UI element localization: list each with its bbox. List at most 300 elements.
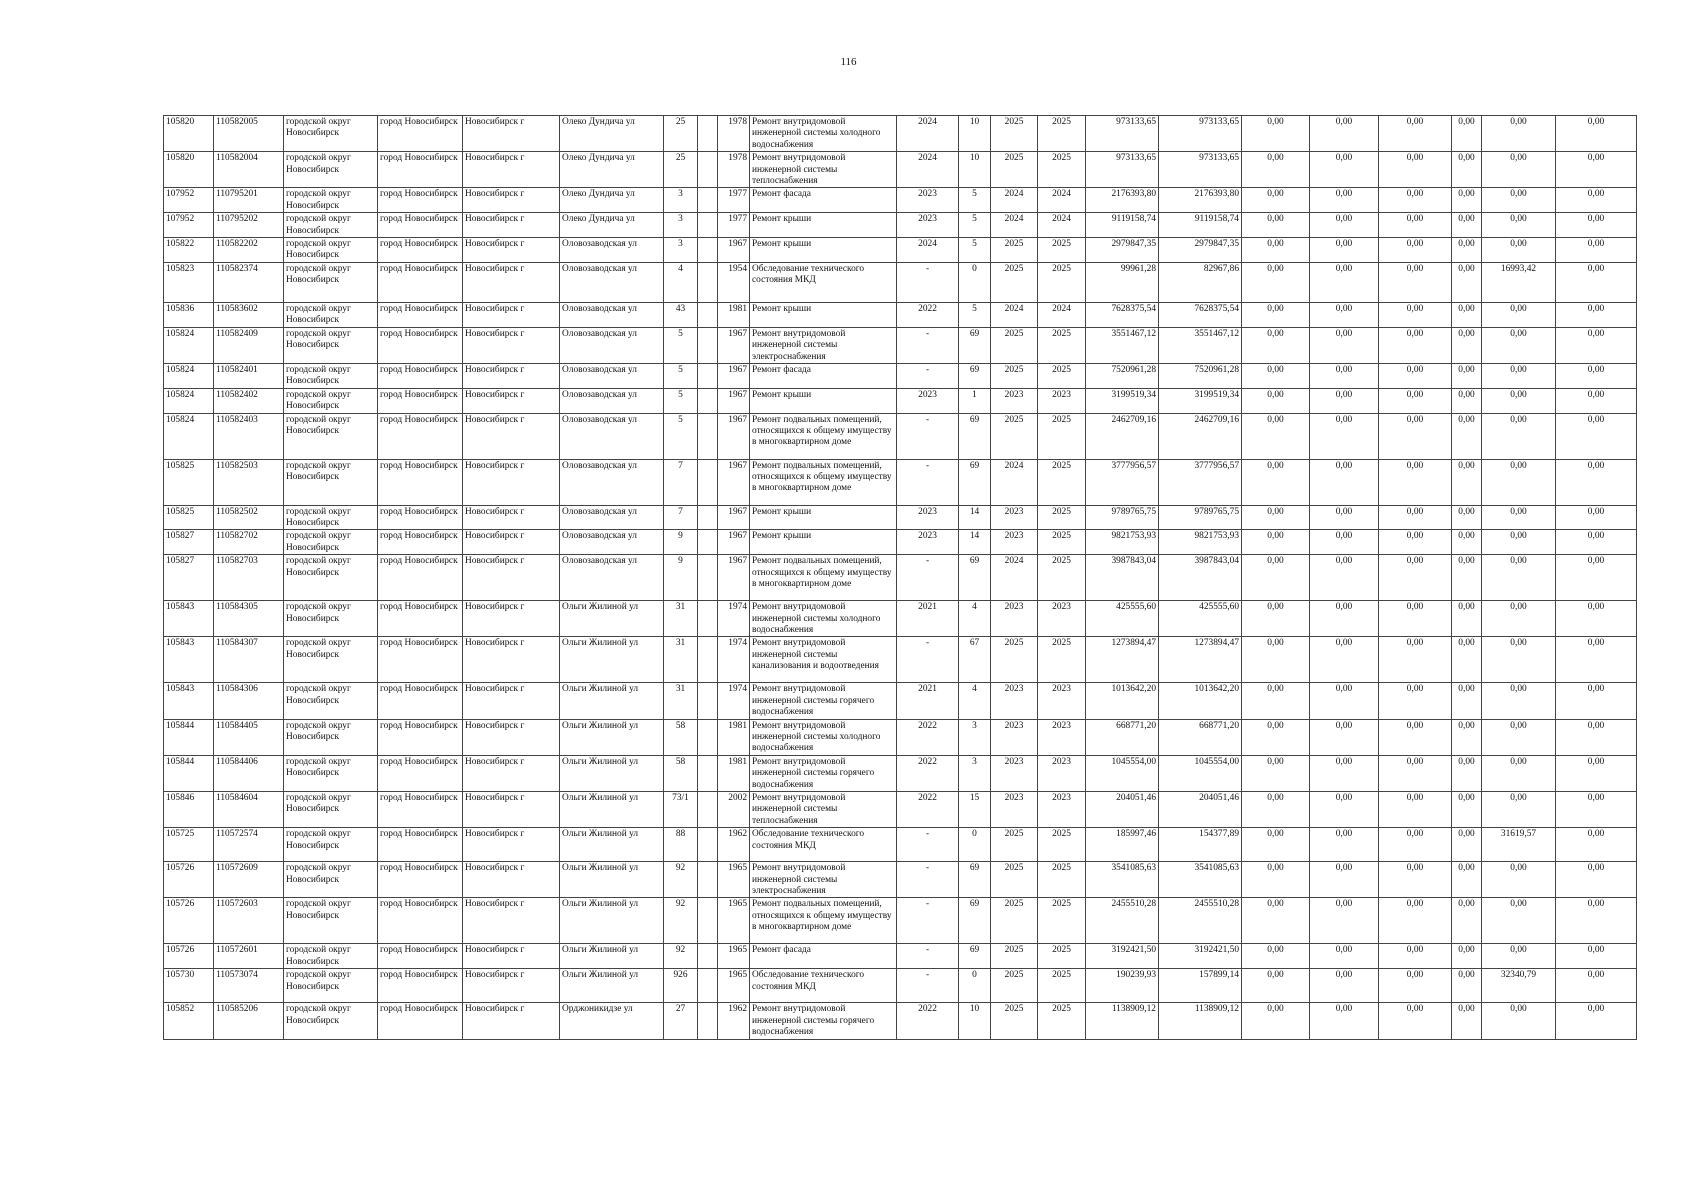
cell-cost-other: 0,00 [1452, 969, 1482, 1003]
cell-cost-other: 0,00 [1452, 459, 1482, 505]
cell-start-year: 2025 [991, 116, 1038, 152]
cell-cost-owners: 2979847,35 [1159, 238, 1242, 263]
cell-cost-federal: 0,00 [1242, 327, 1310, 363]
cell-locality: Новосибирск г [463, 828, 560, 862]
cell-start-year: 2024 [991, 302, 1038, 327]
cell-cost-local: 0,00 [1379, 213, 1452, 238]
cell-house-number: 7 [664, 459, 698, 505]
cell-prev-year: 2023 [897, 213, 959, 238]
cell-cost-federal: 0,00 [1242, 413, 1310, 459]
cell-start-year: 2023 [991, 601, 1038, 637]
cell-term: 4 [959, 683, 991, 719]
cell-locality: Новосибирск г [463, 327, 560, 363]
cell-house-number: 5 [664, 413, 698, 459]
cell-total-cost: 3199519,34 [1086, 388, 1159, 413]
cell-cost-extra: 0,00 [1482, 530, 1556, 555]
cell-term: 10 [959, 152, 991, 188]
cell-end-year: 2025 [1038, 459, 1086, 505]
cell-cost-other: 0,00 [1452, 828, 1482, 862]
cell-work-type: Ремонт внутридомовой инженерной системы горячего водоснабжения [750, 683, 897, 719]
cell-street: Ольги Жилиной ул [560, 637, 664, 683]
cell-total-cost: 99961,28 [1086, 262, 1159, 302]
cell-cost-other: 0,00 [1452, 601, 1482, 637]
cell-start-year: 2024 [991, 555, 1038, 601]
cell-street: Олеко Дундича ул [560, 188, 664, 213]
cell-work-type: Ремонт крыши [750, 213, 897, 238]
cell-cost-extra: 32340,79 [1482, 969, 1556, 1003]
cell-cost-federal: 0,00 [1242, 188, 1310, 213]
cell-end-year: 2025 [1038, 327, 1086, 363]
cell-cost-other: 0,00 [1452, 530, 1482, 555]
cell-prev-year: - [897, 969, 959, 1003]
cell-cost-regional: 0,00 [1310, 262, 1379, 302]
cell-cost-extra: 0,00 [1482, 555, 1556, 601]
cell-work-type: Ремонт крыши [750, 238, 897, 263]
table-row [164, 637, 1637, 683]
cell-cost-federal: 0,00 [1242, 302, 1310, 327]
cell-settlement: город Новосибирск [378, 302, 463, 327]
cell-cost-reserve: 0,00 [1556, 188, 1637, 213]
cell-locality: Новосибирск г [463, 152, 560, 188]
cell-end-year: 2025 [1038, 828, 1086, 862]
cell-house-id: 105827 [164, 530, 214, 555]
cell-locality: Новосибирск г [463, 969, 560, 1003]
cell-cost-other: 0,00 [1452, 388, 1482, 413]
cell-cost-extra: 31619,57 [1482, 828, 1556, 862]
cell-start-year: 2023 [991, 683, 1038, 719]
cell-start-year: 2025 [991, 828, 1038, 862]
cell-total-cost: 204051,46 [1086, 792, 1159, 828]
cell-cost-regional: 0,00 [1310, 505, 1379, 530]
cell-cost-local: 0,00 [1379, 188, 1452, 213]
cell-settlement: город Новосибирск [378, 862, 463, 898]
cell-cost-local: 0,00 [1379, 413, 1452, 459]
cell-term: 0 [959, 969, 991, 1003]
cell-house-number: 31 [664, 637, 698, 683]
cell-cost-other: 0,00 [1452, 755, 1482, 791]
cell-settlement: город Новосибирск [378, 828, 463, 862]
cell-cost-federal: 0,00 [1242, 637, 1310, 683]
cell-work-type: Ремонт подвальных помещений, относящихся к общему имуществу в многоквартирном доме [750, 413, 897, 459]
cell-work-id: 110584604 [214, 792, 284, 828]
cell-cost-regional: 0,00 [1310, 116, 1379, 152]
cell-cost-federal: 0,00 [1242, 530, 1310, 555]
cell-cost-regional: 0,00 [1310, 363, 1379, 388]
cell-term: 69 [959, 898, 991, 944]
cell-building [698, 601, 718, 637]
cell-cost-owners: 2462709,16 [1159, 413, 1242, 459]
cell-building [698, 116, 718, 152]
cell-building [698, 530, 718, 555]
cell-cost-extra: 0,00 [1482, 755, 1556, 791]
cell-settlement: город Новосибирск [378, 530, 463, 555]
cell-work-id: 110572609 [214, 862, 284, 898]
cell-cost-owners: 973133,65 [1159, 152, 1242, 188]
table-row [164, 262, 1637, 302]
cell-end-year: 2025 [1038, 363, 1086, 388]
cell-cost-local: 0,00 [1379, 792, 1452, 828]
cell-cost-federal: 0,00 [1242, 262, 1310, 302]
cell-cost-owners: 3541085,63 [1159, 862, 1242, 898]
cell-cost-regional: 0,00 [1310, 555, 1379, 601]
cell-house-id: 105836 [164, 302, 214, 327]
cell-build-year: 1981 [718, 755, 750, 791]
cell-prev-year: 2024 [897, 238, 959, 263]
cell-build-year: 1978 [718, 152, 750, 188]
cell-cost-federal: 0,00 [1242, 459, 1310, 505]
cell-cost-extra: 0,00 [1482, 388, 1556, 413]
cell-street: Оловозаводская ул [560, 327, 664, 363]
cell-cost-local: 0,00 [1379, 262, 1452, 302]
cell-work-type: Ремонт подвальных помещений, относящихся к общему имуществу в многоквартирном доме [750, 459, 897, 505]
table-row [164, 505, 1637, 530]
cell-building [698, 792, 718, 828]
table-row [164, 388, 1637, 413]
cell-total-cost: 1138909,12 [1086, 1003, 1159, 1039]
cell-street: Ольги Жилиной ул [560, 944, 664, 969]
cell-start-year: 2023 [991, 755, 1038, 791]
cell-cost-regional: 0,00 [1310, 327, 1379, 363]
cell-work-id: 110582503 [214, 459, 284, 505]
cell-building [698, 302, 718, 327]
cell-cost-federal: 0,00 [1242, 755, 1310, 791]
cell-cost-local: 0,00 [1379, 862, 1452, 898]
cell-work-type: Обследование технического состояния МКД [750, 969, 897, 1003]
cell-cost-other: 0,00 [1452, 719, 1482, 755]
cell-municipal-district: городской округ Новосибирск [284, 862, 378, 898]
cell-cost-reserve: 0,00 [1556, 388, 1637, 413]
cell-house-id: 107952 [164, 188, 214, 213]
cell-term: 4 [959, 601, 991, 637]
cell-work-id: 110572574 [214, 828, 284, 862]
cell-work-id: 110584307 [214, 637, 284, 683]
cell-house-number: 88 [664, 828, 698, 862]
cell-start-year: 2025 [991, 238, 1038, 263]
cell-locality: Новосибирск г [463, 683, 560, 719]
cell-house-id: 105820 [164, 152, 214, 188]
cell-total-cost: 1013642,20 [1086, 683, 1159, 719]
cell-locality: Новосибирск г [463, 116, 560, 152]
cell-total-cost: 3192421,50 [1086, 944, 1159, 969]
cell-cost-reserve: 0,00 [1556, 302, 1637, 327]
cell-end-year: 2025 [1038, 555, 1086, 601]
cell-cost-other: 0,00 [1452, 262, 1482, 302]
cell-municipal-district: городской округ Новосибирск [284, 152, 378, 188]
cell-end-year: 2023 [1038, 792, 1086, 828]
cell-cost-reserve: 0,00 [1556, 116, 1637, 152]
cell-cost-regional: 0,00 [1310, 755, 1379, 791]
cell-municipal-district: городской округ Новосибирск [284, 238, 378, 263]
cell-start-year: 2025 [991, 152, 1038, 188]
cell-settlement: город Новосибирск [378, 152, 463, 188]
cell-term: 69 [959, 327, 991, 363]
cell-locality: Новосибирск г [463, 898, 560, 944]
cell-municipal-district: городской округ Новосибирск [284, 213, 378, 238]
cell-prev-year: 2023 [897, 505, 959, 530]
cell-build-year: 1965 [718, 969, 750, 1003]
cell-settlement: город Новосибирск [378, 116, 463, 152]
cell-street: Оловозаводская ул [560, 363, 664, 388]
cell-term: 0 [959, 828, 991, 862]
cell-term: 69 [959, 555, 991, 601]
cell-work-type: Ремонт фасада [750, 363, 897, 388]
cell-work-type: Ремонт внутридомовой инженерной системы холодного водоснабжения [750, 601, 897, 637]
cell-cost-local: 0,00 [1379, 1003, 1452, 1039]
cell-total-cost: 190239,93 [1086, 969, 1159, 1003]
cell-cost-owners: 3199519,34 [1159, 388, 1242, 413]
cell-cost-federal: 0,00 [1242, 116, 1310, 152]
cell-work-id: 110582202 [214, 238, 284, 263]
cell-cost-extra: 0,00 [1482, 719, 1556, 755]
cell-cost-local: 0,00 [1379, 388, 1452, 413]
cell-build-year: 1967 [718, 363, 750, 388]
cell-cost-local: 0,00 [1379, 363, 1452, 388]
cell-cost-owners: 2455510,28 [1159, 898, 1242, 944]
cell-end-year: 2025 [1038, 413, 1086, 459]
cell-building [698, 459, 718, 505]
cell-prev-year: 2022 [897, 1003, 959, 1039]
table-row [164, 413, 1637, 459]
cell-prev-year: - [897, 459, 959, 505]
cell-cost-extra: 0,00 [1482, 238, 1556, 263]
cell-term: 69 [959, 363, 991, 388]
cell-cost-federal: 0,00 [1242, 719, 1310, 755]
cell-settlement: город Новосибирск [378, 262, 463, 302]
cell-settlement: город Новосибирск [378, 238, 463, 263]
cell-cost-owners: 3987843,04 [1159, 555, 1242, 601]
cell-start-year: 2025 [991, 862, 1038, 898]
table-row [164, 116, 1637, 152]
cell-cost-local: 0,00 [1379, 459, 1452, 505]
cell-house-number: 5 [664, 363, 698, 388]
cell-work-id: 110573074 [214, 969, 284, 1003]
cell-cost-other: 0,00 [1452, 363, 1482, 388]
cell-work-id: 110795201 [214, 188, 284, 213]
cell-cost-extra: 0,00 [1482, 898, 1556, 944]
cell-cost-extra: 0,00 [1482, 1003, 1556, 1039]
cell-end-year: 2023 [1038, 755, 1086, 791]
cell-house-number: 92 [664, 944, 698, 969]
cell-building [698, 828, 718, 862]
cell-house-number: 27 [664, 1003, 698, 1039]
cell-start-year: 2025 [991, 898, 1038, 944]
cell-settlement: город Новосибирск [378, 719, 463, 755]
cell-cost-federal: 0,00 [1242, 828, 1310, 862]
table-row [164, 944, 1637, 969]
cell-build-year: 1967 [718, 459, 750, 505]
cell-end-year: 2025 [1038, 969, 1086, 1003]
cell-build-year: 1978 [718, 116, 750, 152]
cell-cost-extra: 0,00 [1482, 601, 1556, 637]
cell-house-number: 3 [664, 188, 698, 213]
cell-cost-federal: 0,00 [1242, 363, 1310, 388]
cell-house-id: 105820 [164, 116, 214, 152]
cell-building [698, 188, 718, 213]
cell-work-id: 110582403 [214, 413, 284, 459]
cell-work-type: Ремонт внутридомовой инженерной системы теплоснабжения [750, 792, 897, 828]
cell-cost-reserve: 0,00 [1556, 898, 1637, 944]
cell-locality: Новосибирск г [463, 363, 560, 388]
cell-total-cost: 7520961,28 [1086, 363, 1159, 388]
cell-cost-federal: 0,00 [1242, 792, 1310, 828]
cell-locality: Новосибирск г [463, 413, 560, 459]
cell-cost-other: 0,00 [1452, 898, 1482, 944]
cell-settlement: город Новосибирск [378, 188, 463, 213]
cell-work-type: Ремонт внутридомовой инженерной системы холодного водоснабжения [750, 719, 897, 755]
cell-work-type: Ремонт внутридомовой инженерной системы канализования и водоотведения [750, 637, 897, 683]
cell-cost-extra: 0,00 [1482, 944, 1556, 969]
cell-build-year: 1967 [718, 327, 750, 363]
cell-end-year: 2025 [1038, 530, 1086, 555]
cell-cost-extra: 0,00 [1482, 505, 1556, 530]
cell-term: 69 [959, 459, 991, 505]
cell-municipal-district: городской округ Новосибирск [284, 683, 378, 719]
cell-start-year: 2024 [991, 213, 1038, 238]
cell-end-year: 2023 [1038, 601, 1086, 637]
cell-build-year: 1965 [718, 862, 750, 898]
cell-street: Олеко Дундича ул [560, 213, 664, 238]
cell-build-year: 1977 [718, 213, 750, 238]
cell-build-year: 1962 [718, 828, 750, 862]
cell-municipal-district: городской округ Новосибирск [284, 363, 378, 388]
cell-end-year: 2024 [1038, 302, 1086, 327]
cell-prev-year: 2023 [897, 388, 959, 413]
cell-municipal-district: городской округ Новосибирск [284, 327, 378, 363]
cell-end-year: 2025 [1038, 238, 1086, 263]
cell-house-number: 5 [664, 327, 698, 363]
table-row [164, 530, 1637, 555]
cell-settlement: город Новосибирск [378, 413, 463, 459]
cell-start-year: 2025 [991, 413, 1038, 459]
cell-total-cost: 3541085,63 [1086, 862, 1159, 898]
cell-cost-owners: 3551467,12 [1159, 327, 1242, 363]
cell-cost-owners: 668771,20 [1159, 719, 1242, 755]
cell-start-year: 2023 [991, 530, 1038, 555]
cell-cost-other: 0,00 [1452, 555, 1482, 601]
cell-house-number: 25 [664, 116, 698, 152]
cell-building [698, 388, 718, 413]
cell-end-year: 2025 [1038, 898, 1086, 944]
cell-cost-owners: 154377,89 [1159, 828, 1242, 862]
table-row [164, 213, 1637, 238]
cell-street: Оловозаводская ул [560, 505, 664, 530]
cell-cost-reserve: 0,00 [1556, 1003, 1637, 1039]
cell-house-id: 105825 [164, 505, 214, 530]
cell-cost-local: 0,00 [1379, 238, 1452, 263]
cell-municipal-district: городской округ Новосибирск [284, 969, 378, 1003]
cell-street: Ольги Жилиной ул [560, 969, 664, 1003]
cell-house-id: 105843 [164, 637, 214, 683]
cell-street: Олеко Дундича ул [560, 116, 664, 152]
cell-municipal-district: городской округ Новосибирск [284, 530, 378, 555]
cell-work-type: Ремонт фасада [750, 944, 897, 969]
cell-street: Ольги Жилиной ул [560, 898, 664, 944]
cell-build-year: 1954 [718, 262, 750, 302]
cell-cost-other: 0,00 [1452, 683, 1482, 719]
cell-work-type: Ремонт внутридомовой инженерной системы горячего водоснабжения [750, 1003, 897, 1039]
cell-term: 10 [959, 1003, 991, 1039]
cell-locality: Новосибирск г [463, 388, 560, 413]
cell-prev-year: - [897, 363, 959, 388]
cell-cost-extra: 0,00 [1482, 637, 1556, 683]
cell-start-year: 2025 [991, 327, 1038, 363]
cell-cost-owners: 3192421,50 [1159, 944, 1242, 969]
cell-cost-regional: 0,00 [1310, 459, 1379, 505]
cell-cost-federal: 0,00 [1242, 1003, 1310, 1039]
cell-street: Ольги Жилиной ул [560, 862, 664, 898]
cell-term: 5 [959, 213, 991, 238]
cell-house-id: 105844 [164, 755, 214, 791]
cell-prev-year: 2024 [897, 116, 959, 152]
cell-end-year: 2023 [1038, 388, 1086, 413]
cell-settlement: город Новосибирск [378, 969, 463, 1003]
cell-cost-local: 0,00 [1379, 505, 1452, 530]
cell-prev-year: - [897, 413, 959, 459]
cell-cost-reserve: 0,00 [1556, 755, 1637, 791]
cell-street: Оловозаводская ул [560, 238, 664, 263]
cell-total-cost: 425555,60 [1086, 601, 1159, 637]
cell-house-number: 58 [664, 719, 698, 755]
table-row [164, 683, 1637, 719]
cell-start-year: 2023 [991, 505, 1038, 530]
cell-street: Олеко Дундича ул [560, 152, 664, 188]
cell-total-cost: 185997,46 [1086, 828, 1159, 862]
cell-cost-reserve: 0,00 [1556, 828, 1637, 862]
cell-cost-regional: 0,00 [1310, 683, 1379, 719]
cell-cost-owners: 1138909,12 [1159, 1003, 1242, 1039]
cell-street: Ольги Жилиной ул [560, 601, 664, 637]
cell-settlement: город Новосибирск [378, 792, 463, 828]
cell-work-id: 110572603 [214, 898, 284, 944]
cell-settlement: город Новосибирск [378, 755, 463, 791]
cell-end-year: 2023 [1038, 683, 1086, 719]
cell-building [698, 262, 718, 302]
cell-total-cost: 3987843,04 [1086, 555, 1159, 601]
cell-work-id: 110583602 [214, 302, 284, 327]
cell-municipal-district: городской округ Новосибирск [284, 1003, 378, 1039]
cell-cost-federal: 0,00 [1242, 601, 1310, 637]
table-row [164, 238, 1637, 263]
cell-cost-federal: 0,00 [1242, 969, 1310, 1003]
cell-street: Оловозаводская ул [560, 302, 664, 327]
cell-cost-extra: 16993,42 [1482, 262, 1556, 302]
cell-cost-regional: 0,00 [1310, 152, 1379, 188]
cell-work-id: 110582374 [214, 262, 284, 302]
cell-cost-local: 0,00 [1379, 944, 1452, 969]
cell-cost-reserve: 0,00 [1556, 862, 1637, 898]
cell-cost-owners: 204051,46 [1159, 792, 1242, 828]
cell-start-year: 2025 [991, 944, 1038, 969]
cell-cost-extra: 0,00 [1482, 792, 1556, 828]
cell-end-year: 2025 [1038, 262, 1086, 302]
cell-prev-year: - [897, 862, 959, 898]
cell-start-year: 2025 [991, 1003, 1038, 1039]
repair-program-table [163, 115, 1637, 1040]
cell-end-year: 2024 [1038, 213, 1086, 238]
cell-cost-local: 0,00 [1379, 327, 1452, 363]
cell-municipal-district: городской округ Новосибирск [284, 719, 378, 755]
cell-work-id: 110582703 [214, 555, 284, 601]
table-row [164, 459, 1637, 505]
cell-cost-regional: 0,00 [1310, 944, 1379, 969]
cell-house-id: 105824 [164, 388, 214, 413]
cell-locality: Новосибирск г [463, 601, 560, 637]
cell-work-type: Ремонт внутридомовой инженерной системы холодного водоснабжения [750, 116, 897, 152]
cell-house-id: 105824 [164, 413, 214, 459]
cell-cost-regional: 0,00 [1310, 530, 1379, 555]
cell-house-id: 105852 [164, 1003, 214, 1039]
cell-cost-other: 0,00 [1452, 1003, 1482, 1039]
